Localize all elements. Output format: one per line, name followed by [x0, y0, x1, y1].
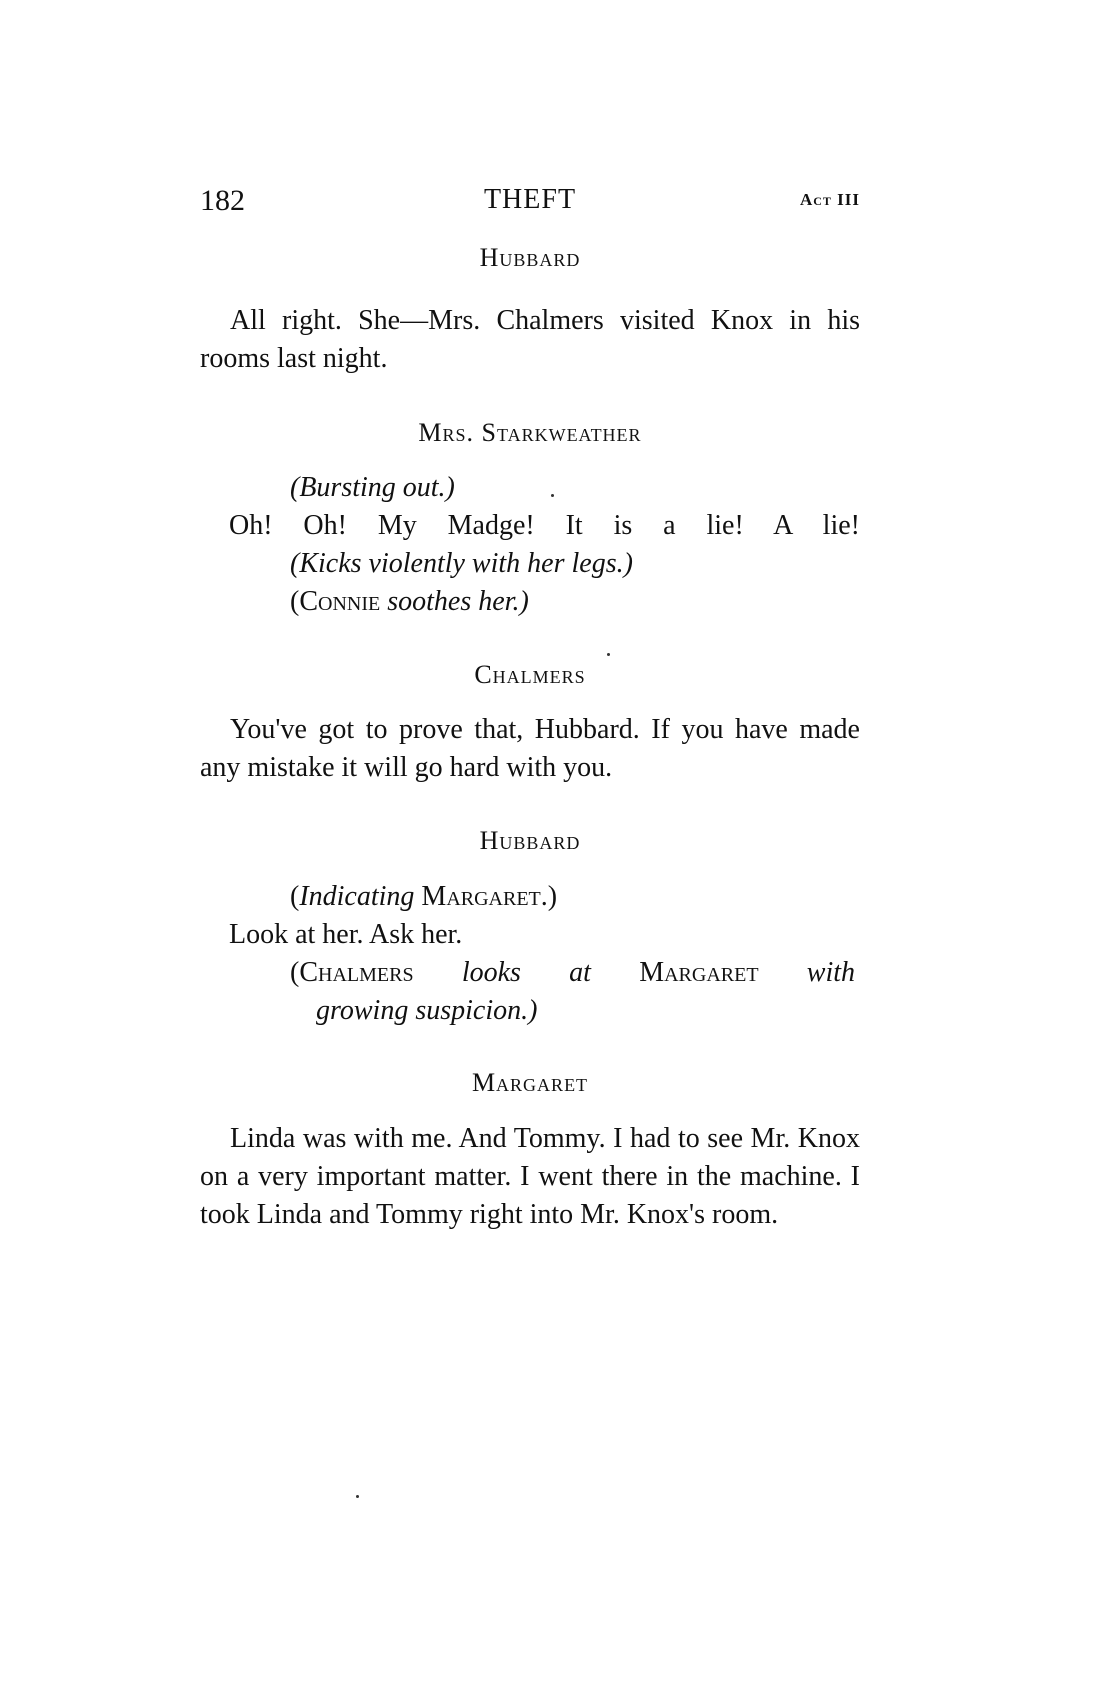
page-number: 182 [200, 184, 245, 217]
stage-direction [290, 583, 529, 621]
page-header [200, 184, 860, 224]
paren: ( [290, 881, 300, 912]
speech-mrs-starkweather: Oh! Oh! My Madge! It is a lie! A lie! [229, 510, 860, 541]
character-name: Margaret [639, 957, 759, 988]
character-name: Margaret.) [421, 881, 558, 912]
speaker-mrs-starkweather: Mrs. Starkweather [418, 418, 642, 447]
direction-text: with [806, 957, 856, 988]
stage-direction [290, 878, 557, 916]
paren: ( [290, 957, 300, 988]
speaker-hubbard: Hubbard [479, 243, 581, 272]
stage-direction: growing suspicion.) [316, 995, 538, 1026]
scan-speck [356, 1495, 359, 1498]
paren: ( [290, 586, 300, 617]
character-name: Chalmers [299, 957, 414, 988]
scan-speck [551, 494, 554, 497]
direction-text: soothes her.) [380, 586, 529, 617]
speaker-hubbard: Hubbard [479, 826, 581, 855]
stage-direction [290, 954, 855, 992]
scan-speck [607, 653, 610, 656]
speech-chalmers: You've got to prove that, Hubbard. If you have made any mistake it will go hard with you. [200, 714, 860, 783]
stage-direction: (Kicks violently with her legs.) [290, 548, 633, 579]
speech-hubbard-2: Look at her. Ask her. [229, 919, 463, 950]
running-title: THEFT [483, 184, 577, 215]
direction-text: looks at [461, 957, 591, 988]
stage-direction: (Bursting out.) [290, 472, 455, 503]
act-label: Act III [799, 190, 860, 209]
speech-margaret: Linda was with me. And Tommy. I had to see Mr. Knox on a very important matter. I went there in the machine. I took Linda and Tommy right into Mr. Knox's room. [200, 1123, 860, 1230]
speech-hubbard-1: All right. She—Mrs. Chalmers visited Knox in his rooms last night. [200, 305, 860, 374]
character-name: Connie [299, 586, 381, 617]
speaker-chalmers: Chalmers [474, 660, 586, 689]
direction-text: Indicating [299, 881, 415, 912]
speaker-margaret: Margaret [471, 1068, 589, 1097]
